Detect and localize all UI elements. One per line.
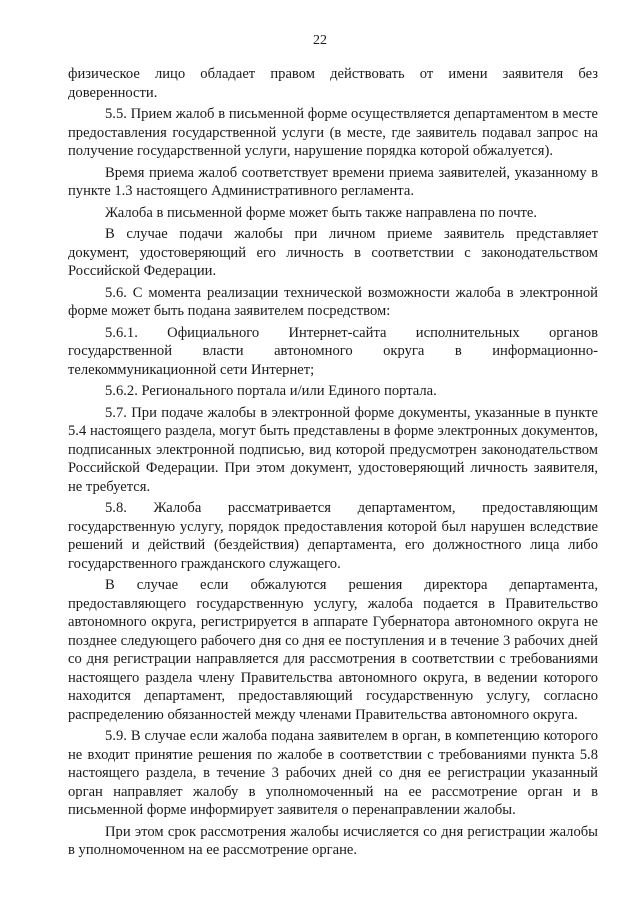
paragraph-5-7: 5.7. При подаче жалобы в электронной форме документы, указанные в пункте 5.4 настоящего раздела, могут быть представлены в форме электронных документов, подписанных электронной подписью, вид которой предусмотрен законодательством Российской Федерации. При этом документ, удостоверяющий личность заявителя, не требуется.: [68, 404, 598, 495]
paragraph-5-6-2: 5.6.2. Регионального портала и/или Единого портала.: [105, 383, 437, 399]
paragraph-personal-reception: В случае подачи жалобы при личном приеме заявитель представляет документ, удостоверяющий его личность в соответствии с законодательством Российской Федерации.: [68, 226, 598, 279]
paragraph-by-mail: Жалоба в письменной форме может быть также направлена по почте.: [105, 204, 538, 221]
paragraph-reception-time: Время приема жалоб соответствует времени приема заявителей, указанному в пункте 1.3 настоящего Административного регламента.: [68, 164, 598, 199]
paragraph-5-6-1: 5.6.1. Официального Интернет-сайта исполнительных органов государственной власти автономного округа в информационно-телекоммуникационной сети Интернет;: [68, 324, 598, 378]
paragraph-5-6: 5.6. С момента реализации технической возможности жалоба в электронной форме может быть подана заявителем посредством:: [68, 284, 598, 319]
document-body: [68, 65, 598, 863]
paragraph-director-complaint: В случае если обжалуются решения директора департамента, предоставляющего государственную услугу, жалоба подается в Правительство автономного округа, регистрируется в аппарате Губернатора автономного округа не позднее следующего рабочего дня со дня ее поступления и в течение 3 рабочих дней со дня регистрации направляется для рассмотрения в соответствии с требованиями настоящего раздела члену Правительства автономного округа, в ведении которого находится департамент, предоставляющий государственную услугу, согласно распределению обязанностей между членами Правительства автономного округа.: [68, 577, 598, 723]
paragraph-5-5: 5.5. Прием жалоб в письменной форме осуществляется департаментом в месте предоставления государственной услуги (в месте, где заявитель подавал запрос на получение государственной услуги, нарушение порядка которой обжалуется).: [68, 106, 598, 159]
paragraph-review-period: При этом срок рассмотрения жалобы исчисляется со дня регистрации жалобы в уполномоченном на ее рассмотрение органе.: [68, 823, 598, 858]
page-number: 22: [313, 33, 327, 48]
paragraph-5-9: 5.9. В случае если жалоба подана заявителем в орган, в компетенцию которого не входит принятие решения по жалобе в соответствии с требованиями пункта 5.8 настоящего раздела, в течение 3 рабочих дней со дня ее регистрации указанный орган направляет жалобу в уполномоченный на ее рассмотрение орган и в письменной форме информирует заявителя о перенаправлении жалобы.: [68, 728, 598, 818]
paragraph-continuation: физическое лицо обладает правом действовать от имени заявителя без доверенности.: [68, 66, 598, 101]
paragraph-5-8: 5.8. Жалоба рассматривается департаментом, предоставляющим государственную услугу, порядок предоставления которой был нарушен вследствие решений и действий (бездействия) департамента, его должностного лица либо государственного гражданского служащего.: [68, 500, 598, 572]
